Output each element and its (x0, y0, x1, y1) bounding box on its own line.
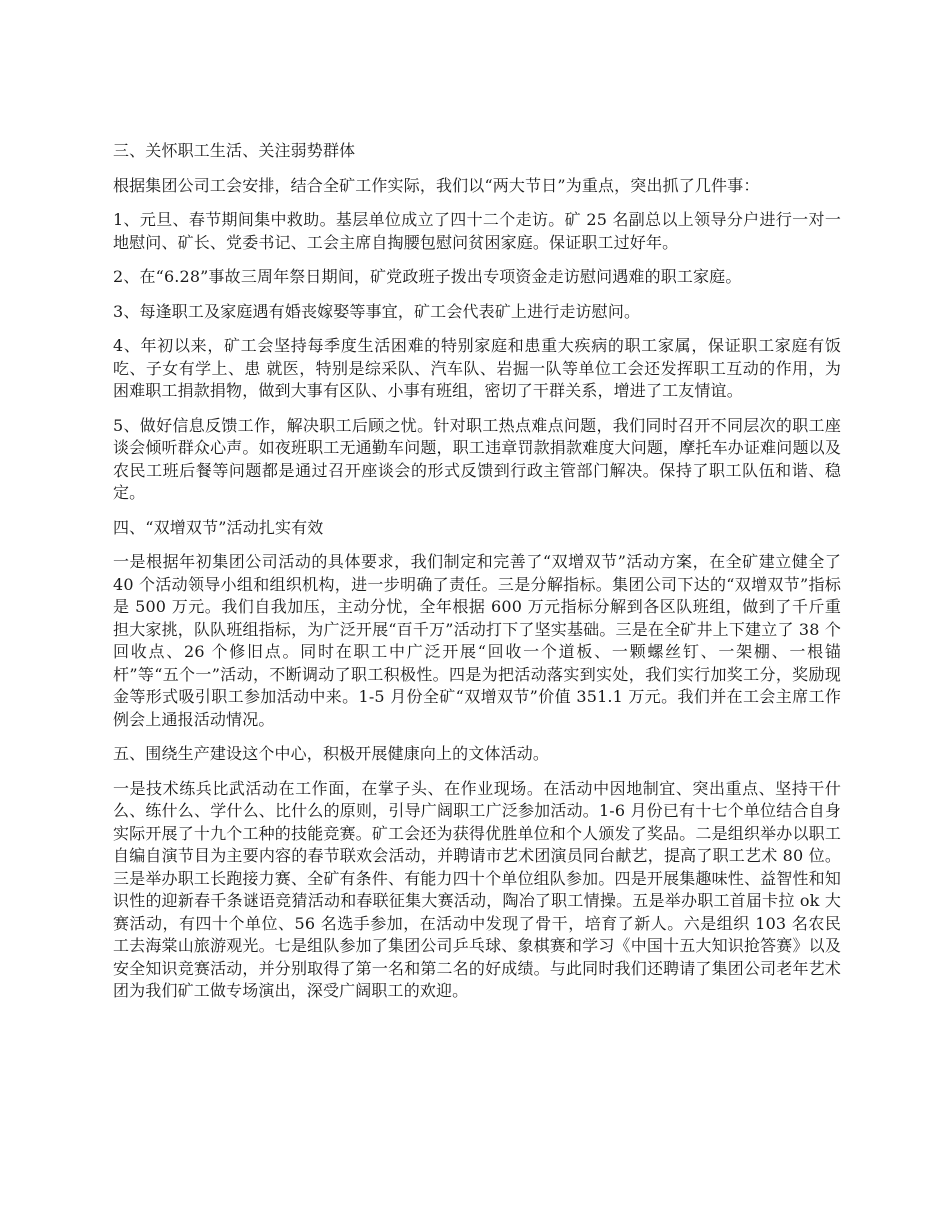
paragraph: 一是技术练兵比武活动在工作面，在掌子头、在作业现场。在活动中因地制宜、突出重点、坚持干什么、练什么、学什么、比什么的原则，引导广阔职工广泛参加活动。1-6 月份已有十七个单位结合自身实际开展了十九个工种的技能竞赛。矿工会还为获得优胜单位和个人颁发了奖品。二是组织举办以职工自编自演节目为主要内容的春节联欢会活动，并聘请市艺术团演员同台献艺，提高了职工艺术 80 位。三是举办职工长跑接力赛、全矿有条件、有能力四十个单位组队参加。四是开展集趣味性、益智性和知识性的迎新春千条谜语竞猜活动和春联征集大赛活动，陶冶了职工情操。五是举办职工首届卡拉 ok 大赛活动，有四十个单位、56 名选手参加，在活动中发现了骨干，培育了新人。六是组织 103 名农民工去海棠山旅游观光。七是组队参加了集团公司乒乓球、象棋赛和学习《中国十五大知识抢答赛》以及安全知识竞赛活动，并分别取得了第一名和第二名的好成绩。与此同时我们还聘请了集团公司老年艺术团为我们矿工做专场演出，深受广阔职工的欢迎。 (113, 778, 841, 1000)
section-heading-5: 五、围绕生产建设这个中心，积极开展健康向上的文体活动。 (113, 744, 550, 763)
paragraph: 3、每逢职工及家庭遇有婚丧嫁娶等事宜，矿工会代表矿上进行走访慰问。 (113, 301, 641, 321)
paragraph: 5、做好信息反馈工作，解决职工后顾之忧。针对职工热点难点问题，我们同时召开不同层次的职工座谈会倾听群众心声。如夜班职工无通勤车问题，职工违章罚款捐款难度大问题，摩托车办证难问题以及农民工班后餐等问题都是通过召开座谈会的形式反馈到行政主管部门解决。保持了职工队伍和谐、稳定。 (113, 415, 841, 502)
paragraph: 根据集团公司工会安排，结合全矿工作实际，我们以“两大节日”为重点，突出抓了几件事： (113, 175, 760, 195)
paragraph: 一是根据年初集团公司活动的具体要求，我们制定和完善了“双增双节”活动方案，在全矿建立健全了 40 个活动领导小组和组织机构，进一步明确了责任。三是分解指标。集团公司下达的“双增双节”指标是 500 万元。我们自我加压，主动分忧，全年根据 600 万元指标分解到各区队班组，做到了千斤重担大家挑，队队班组指标，为广泛开展“百千万”活动打下了坚实基础。三是在全矿井上下建立了 38 个回收点、26 个修旧点。同时在职工中广泛开展“回收一个道板、一颗螺丝钉、一架棚、一根锚杆”等“五个一”活动，不断调动了职工积极性。四是为把活动落实到实处，我们实行加奖工分，奖励现金等形式吸引职工参加活动中来。1-5 月份全矿“双增双节”价值 351.1 万元。我们并在工会主席工作例会上通报活动情况。 (113, 552, 841, 729)
paragraph: 1、元旦、春节期间集中救助。基层单位成立了四十二个走访。矿 25 名副总以上领导分户进行一对一地慰问、矿长、党委书记、工会主席自掏腰包慰问贫困家庭。保证职工过好年。 (113, 210, 841, 252)
section-heading-3: 三、关怀职工生活、关注弱势群体 (113, 141, 356, 160)
paragraph: 2、在“6.28”事故三周年祭日期间，矿党政班子拨出专项资金走访慰问遇难的职工家庭。 (113, 267, 742, 286)
section-heading-4: 四、“双增双节”活动扎实有效 (113, 517, 324, 537)
paragraph: 4、年初以来，矿工会坚持每季度生活困难的特别家庭和患重大疾病的职工家属，保证职工家庭有饭吃、子女有学上、患 就医，特别是综采队、汽车队、岩掘一队等单位工会还发挥职工互动的作用，为困难职工捐款捐物，做到大事有区队、小事有班组，密切了干群关系，增进了工友情谊。 (113, 336, 841, 400)
document-body (113, 140, 841, 1015)
